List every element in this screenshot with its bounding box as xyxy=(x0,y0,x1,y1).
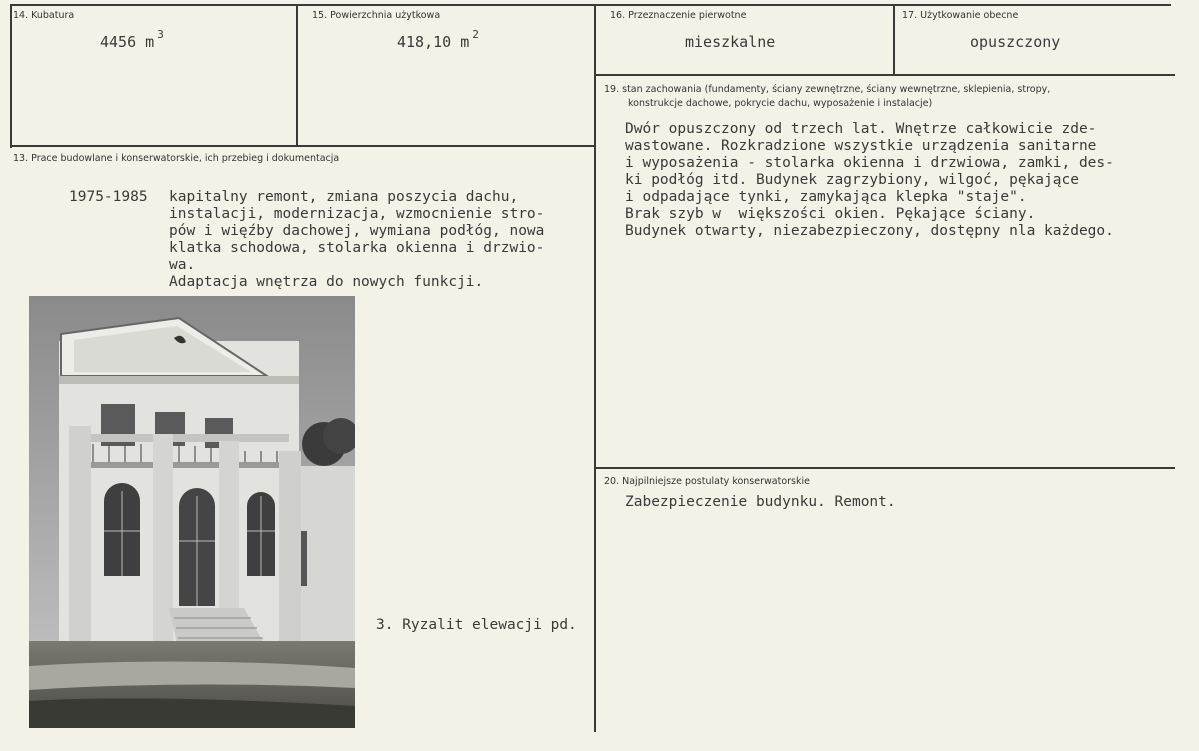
divider-16-17 xyxy=(893,6,895,74)
field-19-label-line2: konstrukcje dachowe, pokrycie dachu, wyposażenie i instalacje) xyxy=(628,98,933,109)
left-rule xyxy=(10,4,12,148)
divider-14-15 xyxy=(296,6,298,146)
field-13-text: kapitalny remont, zmiana poszycia dachu, instalacji, modernizacja, wzmocnienie stro- pów i więźby dachowej, wymiana podłóg, nowa klatka schodowa, stolarka okienna i drzwio- wa. Adaptacja wnętrza do nowych funkcji. xyxy=(169,189,545,290)
field-19-label-line1: 19. stan zachowania (fundamenty, ściany zewnętrzne, ściany wewnętrzne, sklepienia, stropy, xyxy=(604,84,1051,95)
field-14-exponent: 3 xyxy=(157,28,164,41)
field-15-label: 15. Powierzchnia użytkowa xyxy=(312,10,441,21)
rule-under-14-15 xyxy=(10,145,596,147)
rule-above-20 xyxy=(596,467,1175,469)
field-17-value: opuszczony xyxy=(970,33,1061,51)
field-16-label: 16. Przeznaczenie pierwotne xyxy=(610,10,747,21)
rule-under-16-17 xyxy=(596,74,1175,76)
field-17-label: 17. Użytkowanie obecne xyxy=(902,10,1019,21)
field-19-text: Dwór opuszczony od trzech lat. Wnętrze całkowicie zde- wastowane. Rozkradzione wszystkie urządzenia sanitarne i wyposażenia - stolarka okienna i drzwiowa, zamki, des- ki podłóg itd. Budynek zagrzybiony, wilgoć, pękające i odpadające tynki, zamykająca klepka "staje". Brak szyb w większości okien. Pękające ściany. Budynek otwarty, niezabezpieczony, dostępny nla każdego. xyxy=(625,121,1114,239)
photo-caption: 3. Ryzalit elewacji pd. xyxy=(376,617,577,633)
field-13-years: 1975-1985 xyxy=(69,189,148,205)
field-14-number: 4456 m xyxy=(100,33,155,51)
building-photo xyxy=(29,296,355,728)
divider-left-right xyxy=(594,6,596,732)
top-rule xyxy=(10,4,1171,6)
field-20-label: 20. Najpilniejsze postulaty konserwatorskie xyxy=(604,476,810,487)
field-15-number: 418,10 m xyxy=(397,33,470,51)
field-14-label: 14. Kubatura xyxy=(13,10,75,21)
field-16-value: mieszkalne xyxy=(685,33,776,51)
field-15-exponent: 2 xyxy=(472,28,479,41)
field-15-value xyxy=(397,28,479,51)
field-13-label: 13. Prace budowlane i konserwatorskie, ich przebieg i dokumentacja xyxy=(13,153,340,164)
field-20-text: Zabezpieczenie budynku. Remont. xyxy=(625,494,896,510)
field-14-value xyxy=(100,28,164,51)
